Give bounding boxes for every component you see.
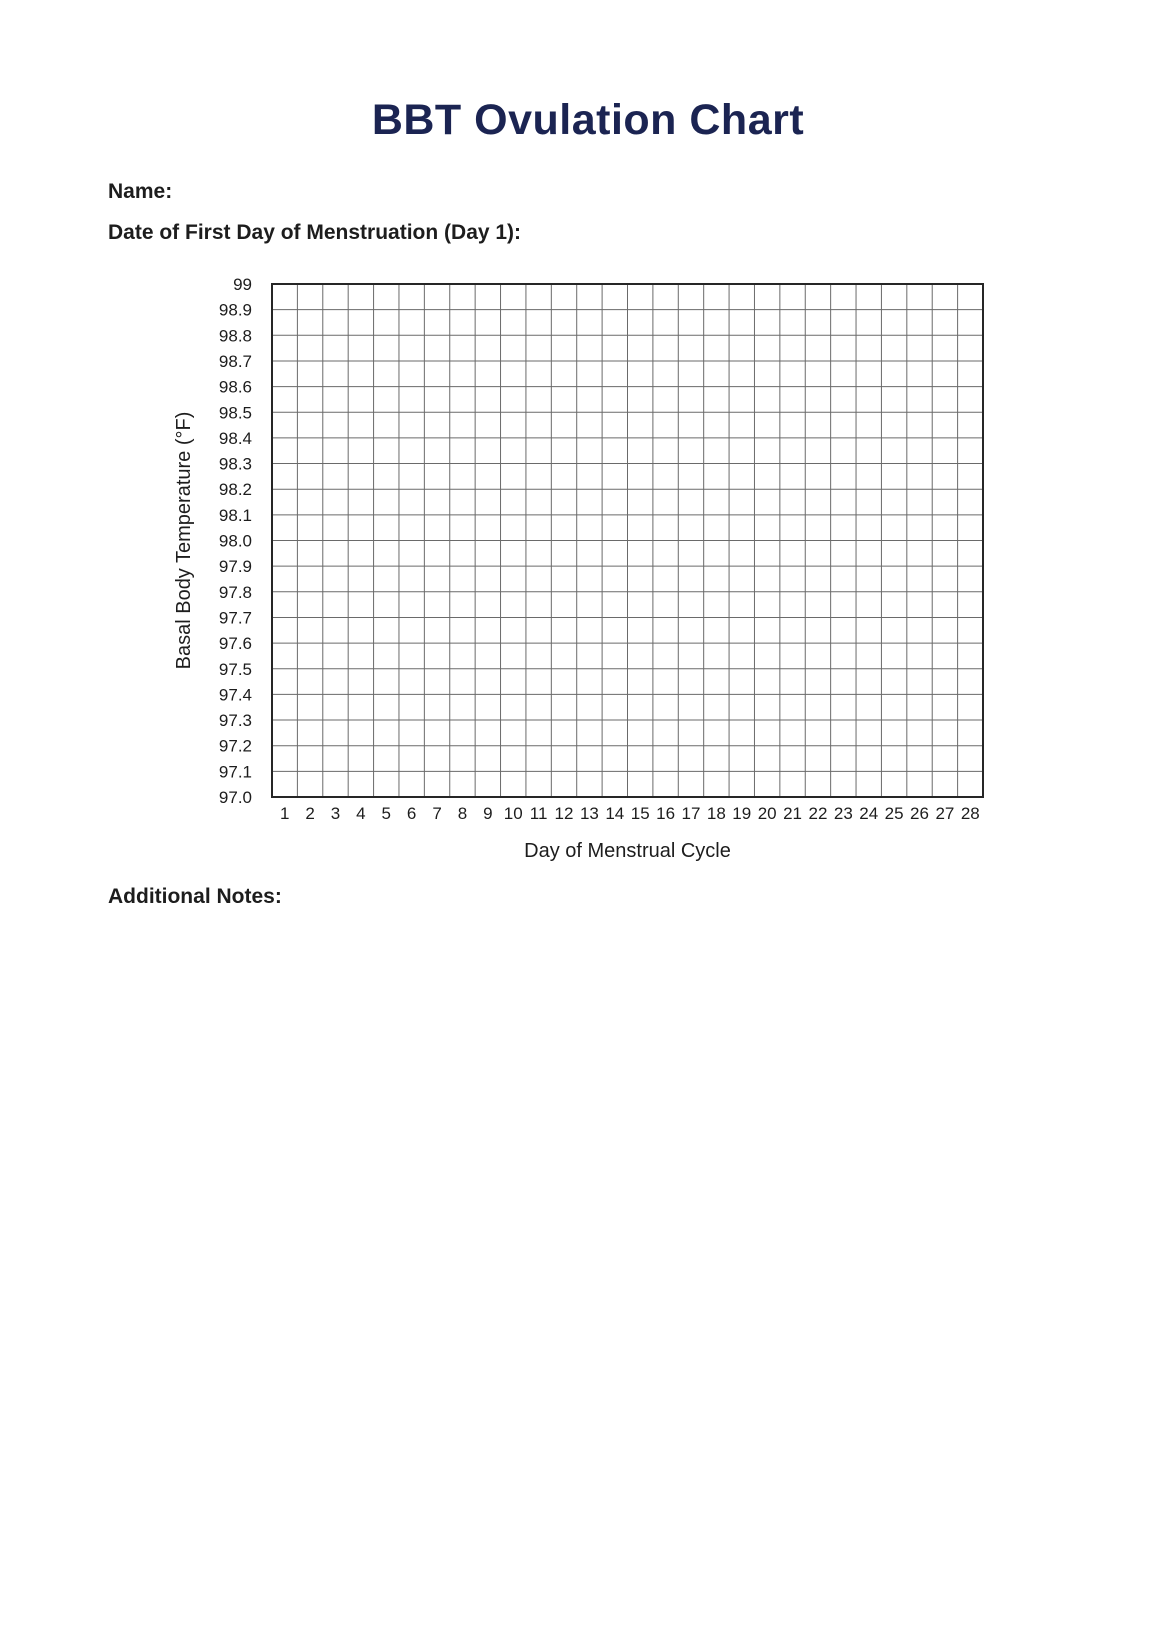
svg-text:24: 24 [859,804,879,823]
svg-text:11: 11 [529,804,548,823]
svg-text:17: 17 [681,804,701,823]
svg-text:97.9: 97.9 [218,557,252,577]
svg-text:98.7: 98.7 [218,351,252,371]
svg-text:98.5: 98.5 [218,403,252,423]
bbt-chart [0,240,1176,880]
svg-text:97.5: 97.5 [218,659,252,679]
svg-text:98.2: 98.2 [218,480,252,500]
svg-text:98.4: 98.4 [218,428,252,448]
svg-text:97.3: 97.3 [218,711,252,731]
grid-lines [272,284,983,797]
svg-text:2: 2 [305,804,315,823]
svg-text:23: 23 [833,804,853,823]
svg-text:99: 99 [233,275,252,294]
svg-text:25: 25 [884,804,904,823]
svg-text:18: 18 [706,804,726,823]
svg-text:97.2: 97.2 [218,736,252,756]
name-field-label: Name: [108,180,173,203]
svg-text:97.1: 97.1 [218,762,252,782]
date-field-label: Date of First Day of Menstruation (Day 1): [108,221,522,244]
y-axis-title: Basal Body Temperature (°F) [173,411,195,670]
svg-text:13: 13 [579,804,599,823]
svg-text:98.1: 98.1 [218,505,252,525]
additional-notes-label: Additional Notes: [108,885,282,908]
svg-text:27: 27 [935,804,955,823]
svg-text:7: 7 [432,804,442,823]
svg-text:10: 10 [503,804,523,823]
svg-text:98.8: 98.8 [218,326,252,346]
svg-text:14: 14 [605,804,625,823]
x-axis-title: Day of Menstrual Cycle [524,840,731,862]
svg-text:98.9: 98.9 [218,300,252,320]
svg-text:97.8: 97.8 [218,582,252,602]
svg-text:97.7: 97.7 [218,608,252,628]
svg-text:97.4: 97.4 [218,685,252,705]
svg-text:98.0: 98.0 [218,531,252,551]
svg-text:8: 8 [457,804,468,823]
y-axis-tick-labels [219,275,252,807]
svg-text:97.6: 97.6 [218,634,252,654]
svg-text:98.6: 98.6 [218,377,252,397]
svg-text:22: 22 [808,804,828,823]
svg-text:97.0: 97.0 [218,788,252,807]
svg-text:16: 16 [656,804,676,823]
svg-text:3: 3 [330,804,341,823]
svg-text:9: 9 [483,804,493,823]
svg-text:5: 5 [381,804,392,823]
svg-text:12: 12 [554,804,574,823]
svg-text:6: 6 [406,804,417,823]
svg-text:19: 19 [732,804,752,823]
svg-text:15: 15 [630,804,650,823]
svg-text:98.3: 98.3 [218,454,252,474]
svg-text:4: 4 [356,804,366,823]
svg-text:20: 20 [757,804,777,823]
svg-text:28: 28 [960,804,980,823]
svg-text:21: 21 [783,804,803,823]
page-title: BBT Ovulation Chart [371,96,805,144]
svg-text:1: 1 [279,804,290,823]
x-axis-tick-labels [280,804,980,823]
svg-text:26: 26 [910,804,929,823]
